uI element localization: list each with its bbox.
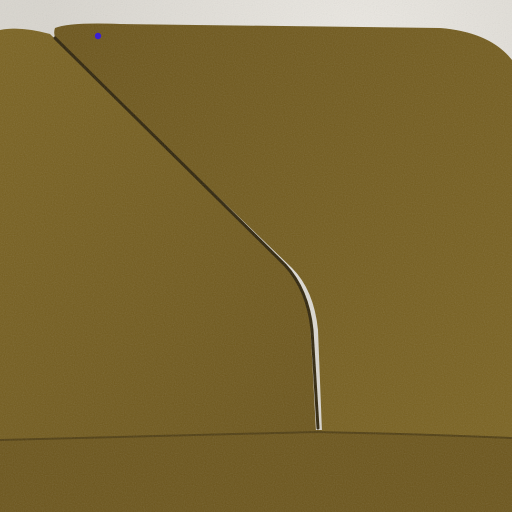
blue-marker-dot [95,33,101,39]
